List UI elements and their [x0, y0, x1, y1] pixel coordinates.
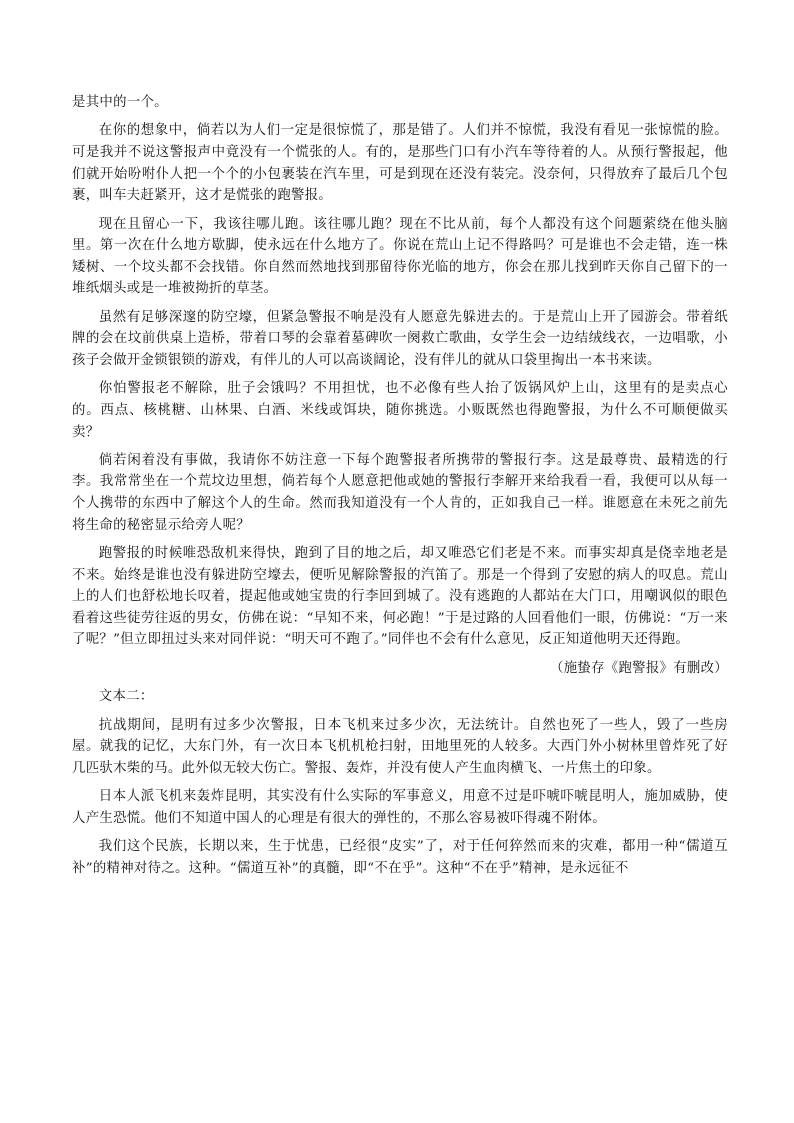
- text1-paragraph-5: 你怕警报老不解除，肚子会饿吗？不用担忧，也不必像有些人抬了饭锅风炉上山，这里有的是卖点心的。西点、核桃糖、山林果、白酒、米线或饵块，随你挑选。小贩既然也得跑警报，为什么不可顺便做买卖？: [72, 381, 728, 440]
- text2-paragraph-2: 日本人派飞机来轰炸昆明，其实没有什么实际的军事意义，用意不过是吓唬吓唬昆明人，施加威胁，使人产生恐慌。他们不知道中国人的心理是有很大的弹性的，不那么容易被吓得魂不附体。: [72, 789, 728, 826]
- text1-paragraph-2: 在你的想象中，倘若以为人们一定是很惊慌了，那是错了。人们并不惊慌，我没有看见一张惊慌的脸。可是我并不说这警报声中竟没有一个慌张的人。有的，是那些门口有小汽车等待着的人。从预行警报起，他们就开始吩咐仆人把一个个的小包裹装在汽车里，可是到现在还没有装完。没奈何，只得放弃了最后几个包裹，叫车夫赶紧开，这才是慌张的跑警报。: [72, 123, 728, 204]
- text2-heading: 文本二：: [98, 689, 154, 705]
- text1-paragraph-7: 跑警报的时候唯恐敌机来得快，跑到了目的地之后，却又唯恐它们老是不来。而事实却真是侥幸地老是不来。始终是谁也没有躲进防空壕去，便听见解除警报的汽笛了。那是一个得到了安慰的病人的叹息。荒山上的人们也舒松地长叹着，提起他或她宝贵的行李回到城了。没有逃跑的人都站在大门口，用嘲讽似的眼色看着这些徒劳往返的男女，仿佛在说：“早知不来，何必跑！”于是过路的人回看他们一眼，仿佛说：“万一来了呢？”但立即扭过头来对同伴说：“明天可不跑了。”同伴也不会有什么意见，反正知道他明天还得跑。: [72, 546, 728, 648]
- text1-paragraph-1: 是其中的一个。: [72, 95, 168, 110]
- document-page: [72, 92, 728, 886]
- text2-paragraph-1: 抗战期间，昆明有过多少次警报，日本飞机来过多少次，无法统计。自然也死了一些人，毁了一些房屋。就我的记忆，大东门外，有一次日本飞机机枪扫射，田地里死的人较多。大西门外小树林里曾炸死了好几匹驮木柴的马。此外似无较大伤亡。警报、轰炸，并没有使人产生血肉横飞、一片焦土的印象。: [72, 717, 728, 776]
- text2-paragraph-3: 我们这个民族，长期以来，生于忧患，已经很“皮实”了，对于任何猝然而来的灾难，都用一种“儒道互补”的精神对待之。这种。“儒道互补”的真髓，即“不在乎”。这种“不在乎”精神，是永远征不: [72, 839, 728, 876]
- text1-paragraph-4: 虽然有足够深邃的防空壕，但紧急警报不响是没有人愿意先躲进去的。于是荒山上开了园游会。带着纸牌的会在坟前供桌上造桥，带着口琴的会靠着墓碑吹一阕救亡歌曲，女学生会一边结绒线衣，一边唱歌，小孩子会做开金锁银锁的游戏，有伴儿的人可以高谈阔论，没有伴儿的就从口袋里掏出一本书来读。: [72, 309, 728, 368]
- source-citation: （施蛰存《跑警报》有删改）: [550, 660, 728, 676]
- text1-paragraph-6: 倘若闲着没有事做，我请你不妨注意一下每个跑警报者所携带的警报行李。这是最尊贵、最精选的行李。我常常坐在一个荒坟边里想，倘若每个人愿意把他或她的警报行李解开来给我看一看，我便可以从每一个人携带的东西中了解这个人的生命。然而我知道没有一个人肯的，正如我自己一样。谁愿意在未死之前先将生命的秘密显示给旁人呢？: [72, 452, 728, 533]
- text1-paragraph-3: 现在且留心一下，我该往哪儿跑。该往哪儿跑？现在不比从前，每个人都没有这个问题萦绕在他头脑里。第一次在什么地方歇脚，使永远在什么地方了。你说在荒山上记不得路吗？可是谁也不会走错，连一株矮树、一个坟头都不会找错。你自然而然地找到那留待你光临的地方，你会在那儿找到昨天你自己留下的一堆纸烟头或是一堆被拗折的草茎。: [72, 216, 728, 297]
